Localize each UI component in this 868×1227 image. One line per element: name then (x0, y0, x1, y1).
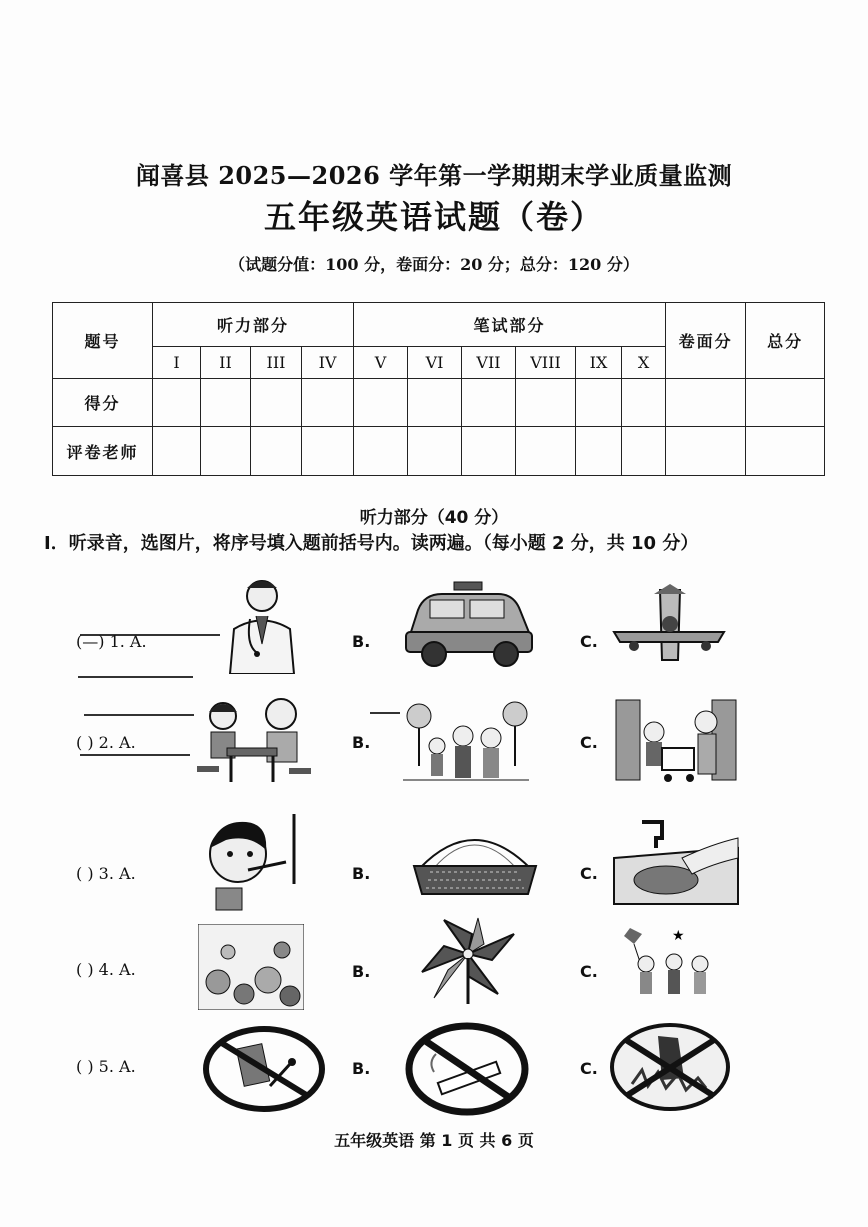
svg-text:★: ★ (672, 928, 685, 944)
grader-cell[interactable] (462, 427, 516, 476)
table-numeral: V (354, 347, 408, 379)
question-3-option-b-label: B. (352, 864, 371, 883)
question-1-option-c-label: C. (580, 632, 598, 651)
table-numeral: II (201, 347, 251, 379)
grader-cell[interactable] (622, 427, 666, 476)
question-1-label: (—) 1. A. (76, 632, 147, 651)
shopping-image[interactable] (614, 698, 738, 792)
question-4-label: ( ) 4. A. (76, 960, 136, 979)
score-cell[interactable] (354, 379, 408, 427)
table-header-total: 总分 (746, 303, 825, 379)
score-cell[interactable] (408, 379, 462, 427)
table-header-neatness: 卷面分 (666, 303, 746, 379)
kids-kite-image[interactable] (616, 924, 720, 1008)
washing-dishes-image[interactable] (612, 818, 740, 906)
score-cell[interactable] (302, 379, 354, 427)
table-numeral: III (251, 347, 302, 379)
no-stepping-grass-sign-image[interactable] (608, 1022, 732, 1112)
grader-cell[interactable] (153, 427, 201, 476)
listening-section-title: 听力部分（40 分） (359, 508, 509, 528)
no-smoking-sign-image[interactable] (404, 1022, 530, 1116)
exam-score-info: （试题分值：100 分，卷面分：20 分；总分：120 分） (229, 255, 639, 274)
question-5-label: ( ) 5. A. (76, 1057, 136, 1076)
pinwheel-image[interactable] (414, 914, 522, 1006)
brushing-teeth-image[interactable] (190, 814, 302, 912)
grader-cell[interactable] (576, 427, 622, 476)
exam-header-line1: 闻喜县 2025—2026 学年第一学期期末学业质量监测 (135, 161, 733, 190)
score-cell[interactable] (251, 379, 302, 427)
no-matches-sign-image[interactable] (202, 1026, 326, 1112)
family-walk-image[interactable] (403, 696, 529, 788)
score-cell[interactable] (666, 379, 746, 427)
question-5-option-b-label: B. (352, 1059, 371, 1078)
grader-cell[interactable] (251, 427, 302, 476)
grader-cell[interactable] (408, 427, 462, 476)
question-5-option-c-label: C. (580, 1059, 598, 1078)
grader-cell[interactable] (746, 427, 825, 476)
score-cell[interactable] (622, 379, 666, 427)
exam-title: 五年级英语试题（卷） (263, 198, 604, 236)
score-cell[interactable] (153, 379, 201, 427)
table-numeral: VII (462, 347, 516, 379)
question-2-label: ( ) 2. A. (76, 733, 136, 752)
taxi-image[interactable] (402, 580, 536, 670)
score-cell[interactable] (201, 379, 251, 427)
score-cell[interactable] (746, 379, 825, 427)
table-row-grader-label: 评卷老师 (53, 427, 153, 476)
grader-cell[interactable] (354, 427, 408, 476)
question-4-option-c-label: C. (580, 962, 598, 981)
pen-stroke (370, 712, 400, 714)
table-numeral: I (153, 347, 201, 379)
playing-chess-image[interactable] (193, 692, 313, 786)
airplane-image[interactable] (610, 580, 728, 672)
question-4-option-b-label: B. (352, 962, 371, 981)
pen-stroke (78, 676, 193, 678)
table-header-listening: 听力部分 (153, 303, 354, 347)
table-row-score-label: 得分 (53, 379, 153, 427)
table-numeral: VI (408, 347, 462, 379)
grader-cell[interactable] (516, 427, 576, 476)
score-cell[interactable] (576, 379, 622, 427)
grader-cell[interactable] (302, 427, 354, 476)
question-1-option-b-label: B. (352, 632, 371, 651)
page-footer: 五年级英语 第 1 页 共 6 页 (334, 1131, 534, 1150)
score-cell[interactable] (516, 379, 576, 427)
question-3-option-c-label: C. (580, 864, 598, 883)
section-instruction: I．听录音，选图片，将序号填入题前括号内。读两遍。（每小题 2 分，共 10 分） (44, 533, 699, 554)
greenhouse-image[interactable] (410, 822, 540, 896)
flowers-image[interactable] (198, 924, 304, 1010)
table-label-question-number: 题号 (53, 303, 153, 379)
table-header-writing: 笔试部分 (354, 303, 666, 347)
score-table (52, 302, 825, 476)
grader-cell[interactable] (201, 427, 251, 476)
pen-stroke (84, 714, 194, 716)
score-cell[interactable] (462, 379, 516, 427)
table-numeral: VIII (516, 347, 576, 379)
grader-cell[interactable] (666, 427, 746, 476)
table-numeral: IX (576, 347, 622, 379)
table-numeral: IV (302, 347, 354, 379)
doctor-image[interactable] (212, 574, 312, 674)
table-numeral: X (622, 347, 666, 379)
pen-stroke (80, 754, 190, 756)
question-3-label: ( ) 3. A. (76, 864, 136, 883)
question-2-option-b-label: B. (352, 733, 371, 752)
question-2-option-c-label: C. (580, 733, 598, 752)
